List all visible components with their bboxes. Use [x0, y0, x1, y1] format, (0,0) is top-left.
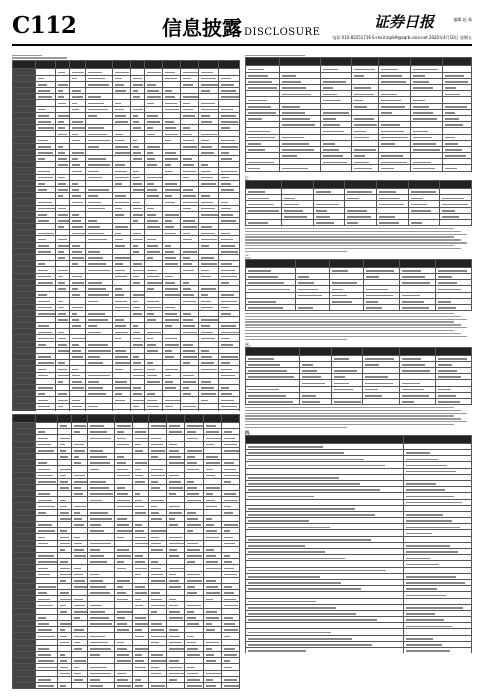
table-cell: [246, 165, 280, 171]
table-cell: [71, 415, 87, 423]
table-header-row: [246, 259, 472, 267]
table-cell: [408, 220, 440, 226]
table-cell: [352, 58, 379, 66]
table-cell: [219, 61, 240, 69]
table-cell: [295, 304, 329, 310]
left-lower-table-block: [12, 414, 240, 689]
table-cell: [246, 181, 282, 189]
table-cell: [435, 347, 471, 355]
table-cell: [363, 347, 399, 355]
text-block-3: [245, 407, 472, 429]
table-cell: [246, 347, 300, 355]
table-cell: [300, 398, 332, 404]
table-cell: [185, 415, 203, 423]
table-cell: [440, 181, 472, 189]
summary-table: [245, 57, 472, 171]
table-cell: [69, 61, 85, 69]
table-cell: [246, 304, 296, 310]
table-cell: [410, 58, 442, 66]
table-cell: [199, 61, 219, 69]
holdings-table: [245, 180, 472, 226]
table-cell: [144, 409, 162, 411]
table-cell: [85, 409, 112, 411]
table-cell: [331, 347, 363, 355]
table-cell: [69, 409, 85, 411]
table-cell: [35, 61, 55, 69]
table-cell: [313, 220, 345, 226]
table-cell: [221, 415, 239, 423]
table-cell: [313, 181, 345, 189]
masthead: [12, 10, 472, 46]
table-row: [13, 409, 240, 411]
table-header-row: [13, 415, 240, 423]
table-row: [246, 304, 472, 310]
newspaper-logo: 证券日报: [373, 13, 434, 31]
table-cell: [180, 409, 198, 411]
table-cell: [219, 409, 240, 411]
contact-line: 电话 010-83251716 E-mail:zqrb9@zqrb.sina.net: [332, 35, 428, 40]
institution-list-table: [245, 435, 472, 653]
table-cell: [13, 61, 36, 69]
page-number: C112: [12, 12, 77, 39]
table-row: [246, 165, 472, 171]
table-cell: [144, 61, 162, 69]
text-block-2: [245, 313, 472, 340]
table-cell: [320, 58, 352, 66]
table-cell: [35, 415, 58, 423]
table-cell: [345, 220, 377, 226]
table-cell: [56, 61, 70, 69]
table-cell: [329, 259, 363, 267]
table-cell: [345, 181, 377, 189]
table-cell: [282, 220, 314, 226]
table-header-row: [246, 435, 472, 443]
table-cell: [282, 181, 314, 189]
table-cell: [199, 409, 219, 411]
table-cell: [87, 415, 114, 423]
table-cell: [203, 415, 221, 423]
table-cell: [300, 347, 332, 355]
table-cell: [13, 409, 36, 411]
table-cell: [399, 259, 435, 267]
table-cell: [410, 165, 442, 171]
table-cell: [56, 409, 70, 411]
table-cell: [35, 409, 55, 411]
table-cell: [379, 58, 411, 66]
table-cell: [435, 259, 471, 267]
table-cell: [363, 259, 399, 267]
table-header-row: [246, 58, 472, 66]
table-cell: [246, 398, 300, 404]
table-cell: [85, 61, 112, 69]
table-cell: [442, 58, 471, 66]
table-header-row: [246, 181, 472, 189]
table-header-row: [246, 347, 472, 355]
contact-date-line: [332, 35, 472, 41]
table-cell: [377, 220, 409, 226]
section-title: [162, 12, 320, 41]
table-cell: [246, 220, 282, 226]
table-cell: [149, 415, 167, 423]
heading-2: 二、: [245, 253, 253, 259]
share-table: [245, 347, 472, 406]
table-cell: [130, 409, 144, 411]
text-block-1: [245, 228, 472, 252]
table-cell: [162, 409, 180, 411]
note-label: 注：: [245, 175, 252, 180]
table-cell: [404, 648, 472, 653]
table-cell: [246, 648, 404, 653]
table-row: [246, 648, 472, 653]
table-cell: [399, 398, 435, 404]
left-upper-table-block: [12, 53, 240, 411]
table-cell: [379, 165, 411, 171]
table-cell: [363, 398, 399, 404]
table-row: [246, 398, 472, 404]
table-cell: [112, 409, 130, 411]
table-cell: [399, 304, 435, 310]
table-cell: [404, 435, 472, 443]
table-header-row: [13, 61, 240, 69]
table-cell: [442, 165, 471, 171]
table-cell: [133, 415, 149, 423]
table-cell: [435, 398, 471, 404]
table-cell: [363, 304, 399, 310]
fund-table-lower: [12, 414, 240, 689]
table-cell: [246, 259, 296, 267]
table-cell: [440, 220, 472, 226]
table-cell: [377, 181, 409, 189]
table-cell: [167, 415, 185, 423]
editor-line: 编辑 赵 茹: [453, 17, 472, 22]
right-column: [245, 53, 472, 653]
table-cell: [331, 398, 363, 404]
heading-4: 四、: [245, 429, 253, 435]
detail-table: [245, 259, 472, 311]
section-title-en: DISCLOSURE: [244, 27, 321, 38]
table-cell: [130, 61, 144, 69]
table-cell: [295, 259, 329, 267]
table-cell: [329, 304, 363, 310]
table-cell: [180, 61, 198, 69]
table-cell: [246, 58, 280, 66]
table-cell: [279, 58, 320, 66]
table-cell: [279, 165, 320, 171]
table-cell: [408, 181, 440, 189]
table-cell: [112, 61, 130, 69]
fund-table-upper: [12, 60, 240, 411]
table-cell: [399, 347, 435, 355]
table-cell: [58, 415, 72, 423]
date-line: 2020年4月10日 星期五: [428, 35, 472, 40]
table-cell: [162, 61, 180, 69]
table-cell: [115, 415, 133, 423]
table-cell: [320, 165, 352, 171]
table-cell: [13, 415, 36, 423]
table-cell: [352, 165, 379, 171]
heading-3: 三、: [245, 341, 253, 347]
table-cell: [246, 435, 404, 443]
section-title-cn: 信息披露: [162, 16, 242, 40]
table-row: [246, 220, 472, 226]
table-cell: [435, 304, 471, 310]
